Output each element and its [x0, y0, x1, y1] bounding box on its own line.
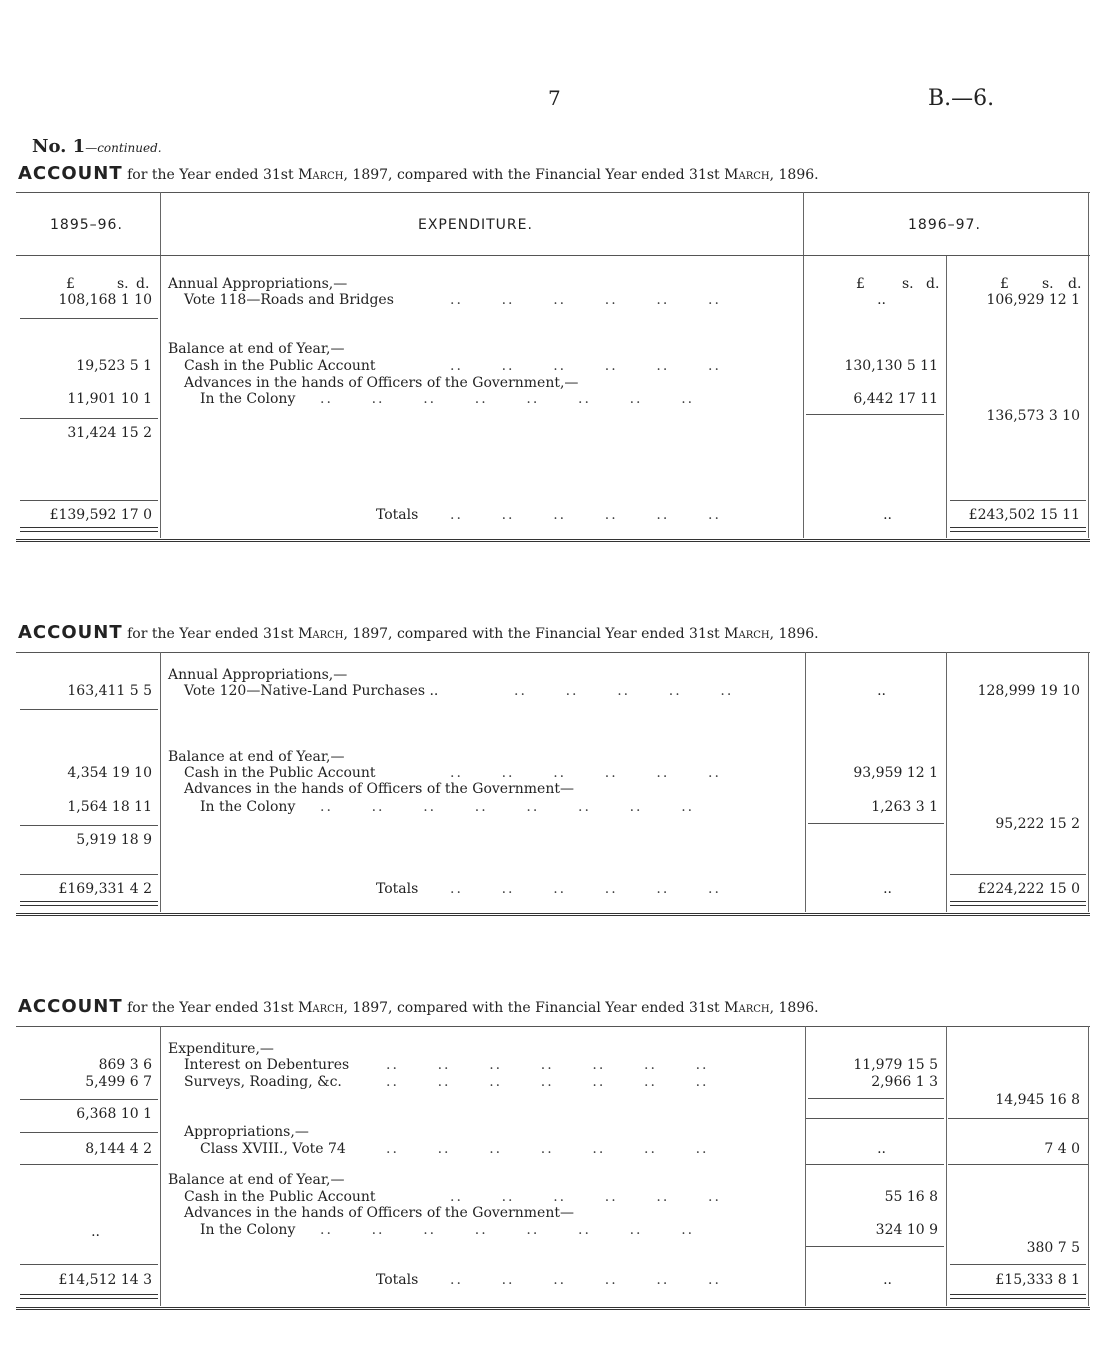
prior-amount: 869 3 6	[98, 1057, 152, 1073]
row-rule	[806, 1164, 944, 1165]
total-rule	[950, 500, 1086, 501]
account-title-1	[18, 163, 819, 184]
row-label: Advances in the hands of Officers of the Government—	[184, 1205, 574, 1221]
prior-amount: 31,424 15 2	[67, 425, 152, 441]
nil-amount: ..	[883, 881, 892, 897]
unit-pence: d.	[926, 276, 940, 292]
sub-amount: 11,979 15 5	[853, 1057, 938, 1073]
leader-dots: .. .. .. .. .. .. ..	[386, 1141, 709, 1157]
leader-dots: .. .. .. .. ..	[514, 683, 734, 699]
row-label: Class XVIII., Vote 74	[200, 1141, 346, 1157]
row-label: Cash in the Public Account	[184, 358, 376, 374]
total-rule	[20, 874, 158, 875]
leader-dots: .. .. .. .. .. ..	[450, 1189, 721, 1205]
row-label: Cash in the Public Account	[184, 765, 376, 781]
row-label: Vote 118—Roads and Bridges	[184, 292, 394, 308]
current-amount: 128,999 19 10	[977, 683, 1080, 699]
sum-rule	[20, 1099, 158, 1100]
title-text: for the Year ended 31st	[127, 167, 294, 183]
row-label: Interest on Debentures	[184, 1057, 350, 1073]
sum-rule	[20, 1132, 158, 1133]
row-label: In the Colony	[200, 799, 296, 815]
row-label: Balance at end of Year,—	[168, 341, 345, 357]
current-amount: 380 7 5	[1026, 1240, 1080, 1256]
header-expenditure: EXPENDITURE.	[418, 217, 533, 233]
prior-total: £14,512 14 3	[58, 1272, 152, 1288]
prior-amount: 19,523 5 1	[76, 358, 152, 374]
row-rule	[20, 1164, 158, 1165]
nil-amount: ..	[877, 1141, 886, 1157]
column-rule	[805, 652, 806, 912]
column-rule	[160, 192, 161, 538]
nil-amount: ..	[877, 683, 886, 699]
section-number: No. 1	[32, 136, 86, 157]
title-text: , 1896.	[769, 626, 819, 642]
title-month: March	[298, 167, 344, 183]
prior-amount: 163,411 5 5	[67, 683, 152, 699]
row-label: Cash in the Public Account	[184, 1189, 376, 1205]
total-rule	[20, 1264, 158, 1265]
unit-pound: £	[856, 276, 865, 292]
row-label: In the Colony	[200, 391, 296, 407]
leader-dots: .. .. .. .. .. .. ..	[386, 1057, 709, 1073]
leader-dots: .. .. .. .. .. ..	[450, 292, 721, 308]
nil-amount: ..	[91, 1224, 100, 1240]
column-rule	[946, 1026, 947, 1306]
sum-rule	[20, 418, 158, 419]
row-label: Advances in the hands of Officers of the Government,—	[184, 375, 579, 391]
prior-amount: 5,919 18 9	[76, 832, 152, 848]
prior-amount: 108,168 1 10	[58, 292, 152, 308]
total-rule	[950, 874, 1086, 875]
sum-rule	[808, 823, 944, 824]
current-amount: 7 4 0	[1044, 1141, 1080, 1157]
total-double-rule	[950, 1294, 1086, 1299]
current-total: £15,333 8 1	[995, 1272, 1080, 1288]
leader-dots: .. .. .. .. .. ..	[450, 765, 721, 781]
totals-label: Totals	[376, 881, 419, 897]
row-rule	[948, 1164, 1088, 1165]
column-rule	[805, 1026, 806, 1306]
column-rule	[160, 1026, 161, 1306]
prior-total: £139,592 17 0	[49, 507, 152, 523]
title-month: March	[298, 1000, 344, 1016]
current-amount: 95,222 15 2	[995, 816, 1080, 832]
total-double-rule	[950, 901, 1086, 906]
current-amount: 106,929 12 1	[986, 292, 1080, 308]
unit-pound: £	[1000, 276, 1009, 292]
leader-dots: .. .. .. .. .. ..	[450, 358, 721, 374]
totals-label: Totals	[376, 1272, 419, 1288]
account-title-2	[18, 622, 819, 643]
sub-amount: 55 16 8	[884, 1189, 938, 1205]
title-month: March	[724, 626, 770, 642]
current-amount: 136,573 3 10	[986, 408, 1080, 424]
account-word: ACCOUNT	[18, 996, 123, 1017]
nil-amount: ..	[883, 1272, 892, 1288]
totals-label: Totals	[376, 507, 419, 523]
row-label: Surveys, Roading, &c.	[184, 1074, 342, 1090]
current-total: £243,502 15 11	[968, 507, 1080, 523]
total-rule	[20, 500, 158, 501]
header-year-prior: 1895–96.	[50, 217, 123, 233]
sub-amount: 130,130 5 11	[844, 358, 938, 374]
section-heading	[32, 136, 162, 157]
sub-amount: 1,263 3 1	[871, 799, 938, 815]
row-label: In the Colony	[200, 1222, 296, 1238]
title-month: March	[298, 626, 344, 642]
unit-shilling: s.	[1042, 276, 1054, 292]
current-amount: 14,945 16 8	[995, 1092, 1080, 1108]
total-rule	[950, 1264, 1086, 1265]
total-double-rule	[20, 901, 158, 906]
title-text: , 1897, compared with the Financial Year ended 31st	[343, 167, 720, 183]
sum-rule	[806, 414, 944, 415]
title-text: , 1896.	[769, 1000, 819, 1016]
nil-amount: ..	[877, 292, 886, 308]
leader-dots: .. .. .. .. .. ..	[450, 507, 721, 523]
title-text: , 1897, compared with the Financial Year ended 31st	[343, 1000, 720, 1016]
sum-rule	[20, 825, 158, 826]
unit-shilling: s.	[902, 276, 914, 292]
account-word: ACCOUNT	[18, 163, 123, 184]
current-total: £224,222 15 0	[977, 881, 1080, 897]
prior-total: £169,331 4 2	[58, 881, 152, 897]
header-year-current: 1896–97.	[908, 217, 981, 233]
page-number: 7	[548, 86, 561, 110]
title-text: for the Year ended 31st	[127, 1000, 294, 1016]
leader-dots: .. .. .. .. .. ..	[450, 1272, 721, 1288]
prior-amount: 11,901 10 1	[67, 391, 152, 407]
column-rule	[1088, 652, 1089, 912]
sub-amount: 324 10 9	[875, 1222, 938, 1238]
sub-amount: 6,442 17 11	[853, 391, 938, 407]
row-label: Advances in the hands of Officers of the Government—	[184, 781, 574, 797]
leader-dots: .. .. .. .. .. .. .. ..	[320, 799, 695, 815]
account-title-3	[18, 996, 819, 1017]
prior-amount: 6,368 10 1	[76, 1106, 152, 1122]
column-rule	[946, 652, 947, 912]
row-label: Annual Appropriations,—	[168, 276, 348, 292]
sum-rule	[806, 1246, 944, 1247]
row-label: Balance at end of Year,—	[168, 1172, 345, 1188]
sum-rule	[808, 1098, 944, 1099]
leader-dots: .. .. .. .. .. .. .. ..	[320, 1222, 695, 1238]
row-label: Appropriations,—	[184, 1124, 309, 1140]
row-label: Vote 120—Native-Land Purchases ..	[184, 683, 439, 699]
column-rule	[946, 255, 947, 538]
prior-amount: 1,564 18 11	[67, 799, 152, 815]
unit-pound: £	[66, 276, 75, 292]
row-label: Annual Appropriations,—	[168, 667, 348, 683]
sum-rule	[20, 709, 158, 710]
unit-pence: d.	[136, 276, 150, 292]
sub-amount: 93,959 12 1	[853, 765, 938, 781]
row-rule	[806, 1118, 944, 1119]
column-rule	[160, 652, 161, 912]
row-rule	[948, 1118, 1088, 1119]
row-label: Balance at end of Year,—	[168, 749, 345, 765]
leader-dots: .. .. .. .. .. .. .. ..	[320, 391, 695, 407]
prior-amount: 5,499 6 7	[85, 1074, 152, 1090]
column-rule	[803, 192, 804, 538]
total-double-rule	[950, 527, 1086, 532]
title-month: March	[724, 1000, 770, 1016]
column-rule	[1088, 1026, 1089, 1306]
sub-amount: 2,966 1 3	[871, 1074, 938, 1090]
prior-amount: 8,144 4 2	[85, 1141, 152, 1157]
column-rule	[1088, 192, 1089, 538]
title-text: , 1897, compared with the Financial Year ended 31st	[343, 626, 720, 642]
title-text: for the Year ended 31st	[127, 626, 294, 642]
title-month: March	[724, 167, 770, 183]
total-double-rule	[20, 1294, 158, 1299]
document-reference: B.—6.	[928, 86, 995, 111]
leader-dots: .. .. .. .. .. .. ..	[386, 1074, 709, 1090]
title-text: , 1896.	[769, 167, 819, 183]
section-continued: —continued.	[85, 141, 162, 155]
sum-rule	[20, 318, 158, 319]
header-rule	[16, 255, 1090, 256]
nil-amount: ..	[883, 507, 892, 523]
account-word: ACCOUNT	[18, 622, 123, 643]
total-double-rule	[20, 527, 158, 532]
unit-shilling: s.	[117, 276, 129, 292]
leader-dots: .. .. .. .. .. ..	[450, 881, 721, 897]
row-label: Expenditure,—	[168, 1041, 274, 1057]
unit-pence: d.	[1068, 276, 1082, 292]
prior-amount: 4,354 19 10	[67, 765, 152, 781]
